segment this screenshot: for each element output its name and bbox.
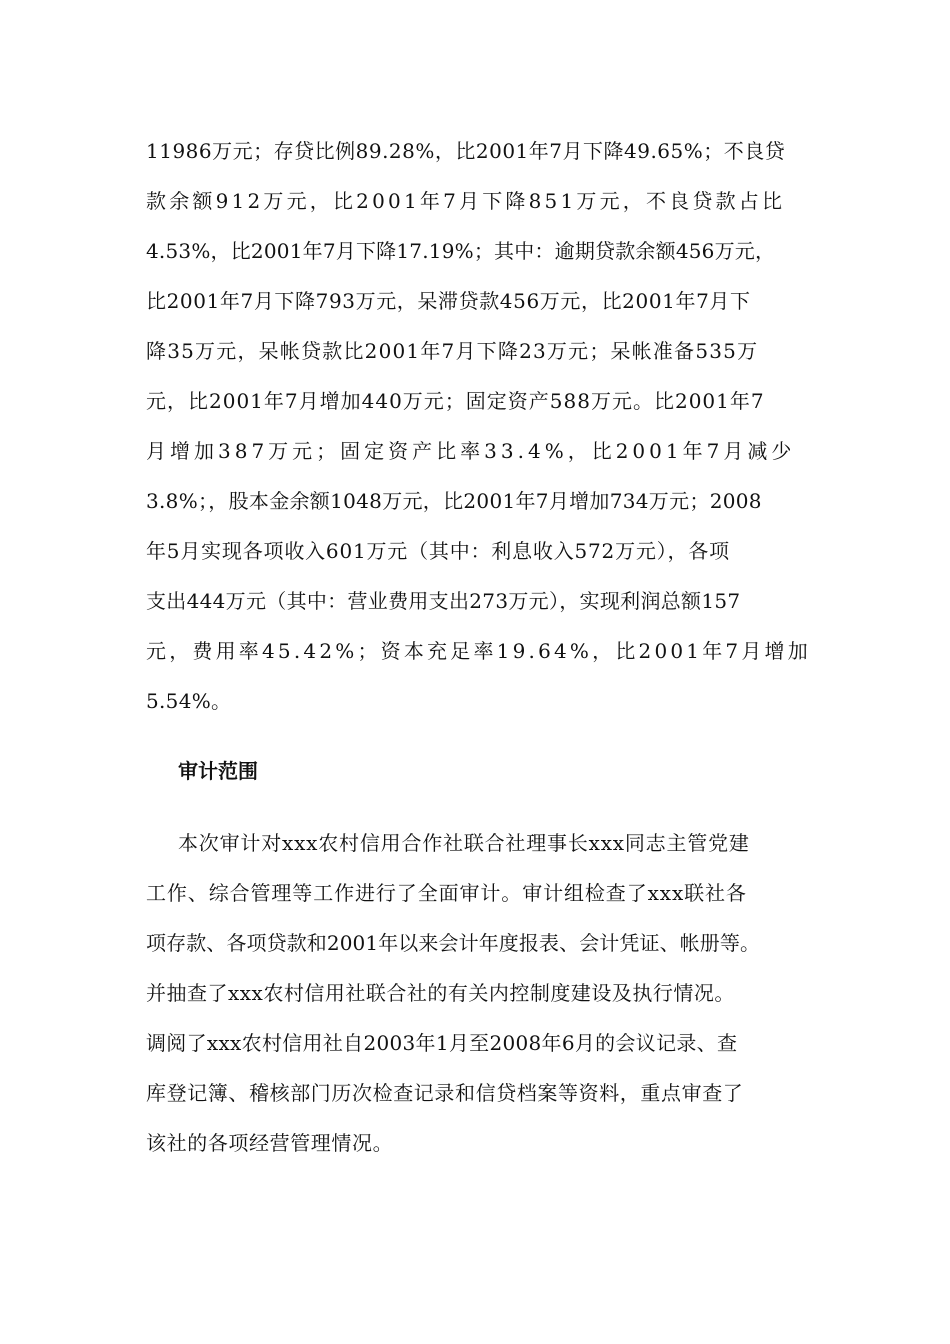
- section-heading: 审计范围: [178, 759, 258, 783]
- paragraph1-line-5: 降35万元，呆帐贷款比2001年7月下降23万元；呆帐准备535万: [146, 339, 759, 363]
- paragraph1-line-11: 元，费用率45.42%；资本充足率19.64%，比2001年7月增加: [146, 639, 811, 663]
- paragraph1-line-9: 年5月实现各项收入601万元（其中：利息收入572万元），各项: [146, 539, 730, 563]
- paragraph1-line-3: 4.53%，比2001年7月下降17.19%；其中：逾期贷款余额456万元，: [146, 239, 776, 263]
- paragraph2-line-7: 该社的各项经营管理情况。: [146, 1131, 394, 1155]
- paragraph2-line-3: 项存款、各项贷款和2001年以来会计年度报表、会计凭证、帐册等。: [146, 931, 761, 955]
- paragraph1-line-2: 款余额912万元，比2001年7月下降851万元，不良贷款占比: [146, 189, 786, 213]
- paragraph1-line-1: 11986万元；存贷比例89.28%，比2001年7月下降49.65%；不良贷: [146, 139, 786, 163]
- paragraph2-line-1: 本次审计对xxx农村信用合作社联合社理事长xxx同志主管党建: [178, 831, 750, 855]
- paragraph1-line-10: 支出444万元（其中：营业费用支出273万元），实现利润总额157: [146, 589, 741, 613]
- paragraph2-line-4: 并抽查了xxx农村信用社联合社的有关内控制度建设及执行情况。: [146, 981, 735, 1005]
- paragraph1-line-7: 月增加387万元；固定资产比率33.4%，比2001年7月减少: [146, 439, 796, 463]
- paragraph1-line-4: 比2001年7月下降793万元，呆滞贷款456万元，比2001年7月下: [146, 289, 751, 313]
- paragraph1-line-8: 3.8%；，股本金余额1048万元，比2001年7月增加734万元；2008: [146, 489, 762, 513]
- paragraph1-line-12: 5.54%。: [146, 689, 232, 713]
- paragraph2-line-5: 调阅了xxx农村信用社自2003年1月至2008年6月的会议记录、查: [146, 1031, 738, 1055]
- paragraph2-line-2: 工作、综合管理等工作进行了全面审计。审计组检查了xxx联社各: [146, 881, 747, 905]
- paragraph2-line-6: 库登记簿、稽核部门历次检查记录和信贷档案等资料，重点审查了: [146, 1081, 744, 1105]
- paragraph1-line-6: 元，比2001年7月增加440万元；固定资产588万元。比2001年7: [146, 389, 765, 413]
